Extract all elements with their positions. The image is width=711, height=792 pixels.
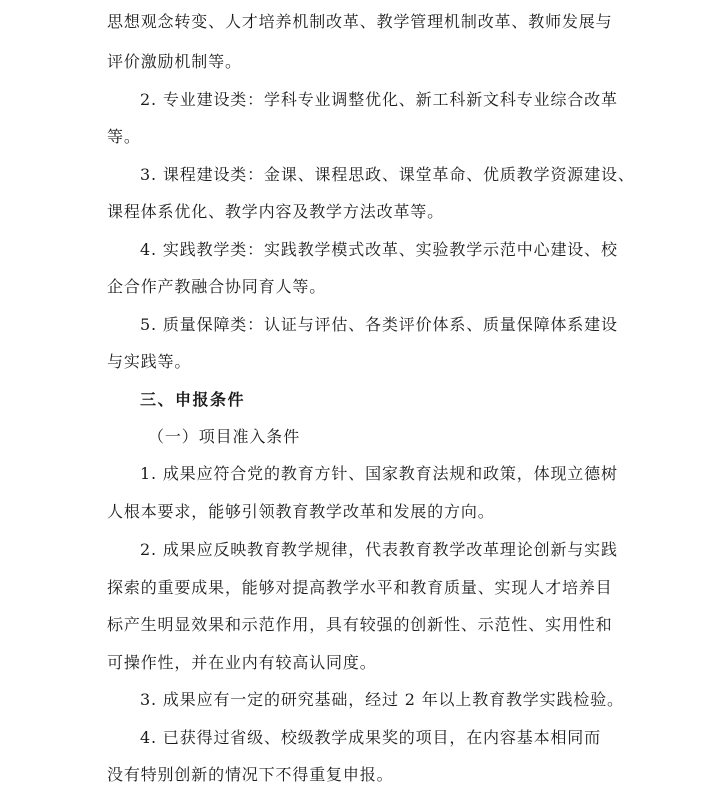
subsection-heading: （一）项目准入条件: [148, 427, 301, 446]
text-line: 思想观念转变、人才培养机制改革、教学管理机制改革、教师发展与: [107, 12, 613, 31]
text-line: 3. 成果应有一定的研究基础，经过 2 年以上教育教学实践检验。: [140, 690, 624, 709]
text-line: 4. 实践教学类：实践教学模式改革、实验教学示范中心建设、校: [140, 240, 618, 259]
text-line: 探索的重要成果，能够对提高教学水平和教育质量、实现人才培养目: [107, 578, 613, 597]
text-line: 等。: [107, 127, 141, 146]
text-line: 5. 质量保障类：认证与评估、各类评价体系、质量保障体系建设: [140, 315, 618, 334]
text-line: 可操作性，并在业内有较高认同度。: [107, 653, 377, 672]
text-line: 2. 成果应反映教育教学规律，代表教育教学改革理论创新与实践: [140, 540, 618, 559]
text-line: 3. 课程建设类：金课、课程思政、课堂革命、优质教学资源建设、: [140, 165, 635, 184]
text-line: 4. 已获得过省级、校级教学成果奖的项目，在内容基本相同而: [140, 728, 602, 747]
text-line: 没有特别创新的情况下不得重复申报。: [107, 765, 394, 784]
text-line: 标产生明显效果和示范作用，具有较强的创新性、示范性、实用性和: [107, 615, 613, 634]
text-line: 课程体系优化、教学内容及教学方法改革等。: [107, 202, 445, 221]
text-line: 与实践等。: [107, 352, 192, 371]
text-line: 1. 成果应符合党的教育方针、国家教育法规和政策，体现立德树: [140, 464, 618, 483]
text-line: 2. 专业建设类：学科专业调整优化、新工科新文科专业综合改革: [140, 90, 618, 109]
text-line: 人根本要求，能够引领教育教学改革和发展的方向。: [107, 502, 495, 521]
text-line: 企合作产教融合协同育人等。: [107, 277, 327, 296]
section-heading: 三、申报条件: [140, 390, 246, 409]
text-line: 评价激励机制等。: [107, 52, 242, 71]
